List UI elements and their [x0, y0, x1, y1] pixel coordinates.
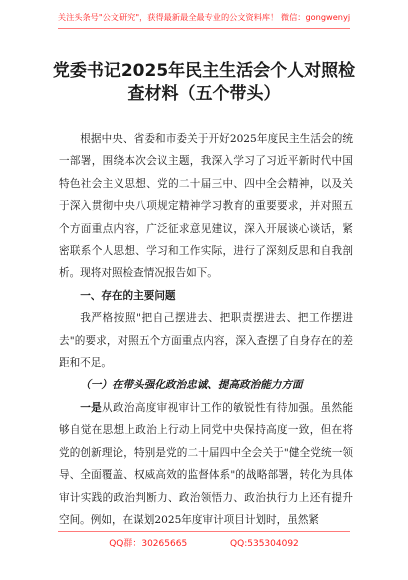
bottom-divider — [58, 531, 350, 532]
footer-qq-group: QQ群：30265665 — [109, 539, 188, 549]
intro-paragraph: 根据中央、省委和市委关于开好2025年度民主生活会的统一部署，围绕本次会议主题，我深入学习了习近平新时代中国特色社会主义思想、党的二十届三中、四中全会精神，以及关于深入贯彻中央八项规定精神学习教育的重要要求，并对照五个方面重点内容，广泛征求意见建议，深入开展谈心谈话，紧密联系个人思想、学习和工作实际，进行了深刻反思和自我剖析。现将对照检查情况报告如下。 — [59, 133, 353, 280]
document-body — [59, 128, 353, 531]
section-heading-1: 一、存在的主要问题 — [80, 289, 176, 302]
footer-qq: QQ:535304092 — [230, 539, 299, 549]
point-text: 从政治高度审视审计工作的敏锐性有待加强。虽然能够自觉在思想上政治上行动上同党中央保持高度一致，但在将党的创新理论，特别是党的二十届四中全会关于"健全党统一领导、全面覆盖、权威高效的监督体系"的战略部署，转化为具体审计实践的政治判断力、政治领悟力、政治执行力上还有提升空间。例如，在谋划2025年度审计项目计划时，虽然紧 — [59, 401, 354, 526]
document-title — [48, 60, 360, 106]
subsection-heading-1: （一）在带头强化政治忠诚、提高政治能力方面 — [80, 379, 303, 392]
title-line-2: 查材料（五个带头） — [127, 84, 281, 104]
top-divider — [58, 28, 350, 29]
title-line-1: 党委书记2025年民主生活会个人对照检 — [52, 61, 356, 81]
section-paragraph: 我严格按照"把自己摆进去、把职责摆进去、把工作摆进去"的要求，对照五个方面重点内容，深入查摆了自身存在的差距和不足。 — [59, 312, 353, 370]
point-paragraph — [59, 397, 353, 531]
footer-contacts — [0, 536, 408, 549]
point-lead: 一是 — [80, 401, 103, 414]
top-banner: 关注头条号"公文研究"，获得最新最全最专业的公文资料库！ 微信：gongwenyj — [57, 12, 351, 22]
